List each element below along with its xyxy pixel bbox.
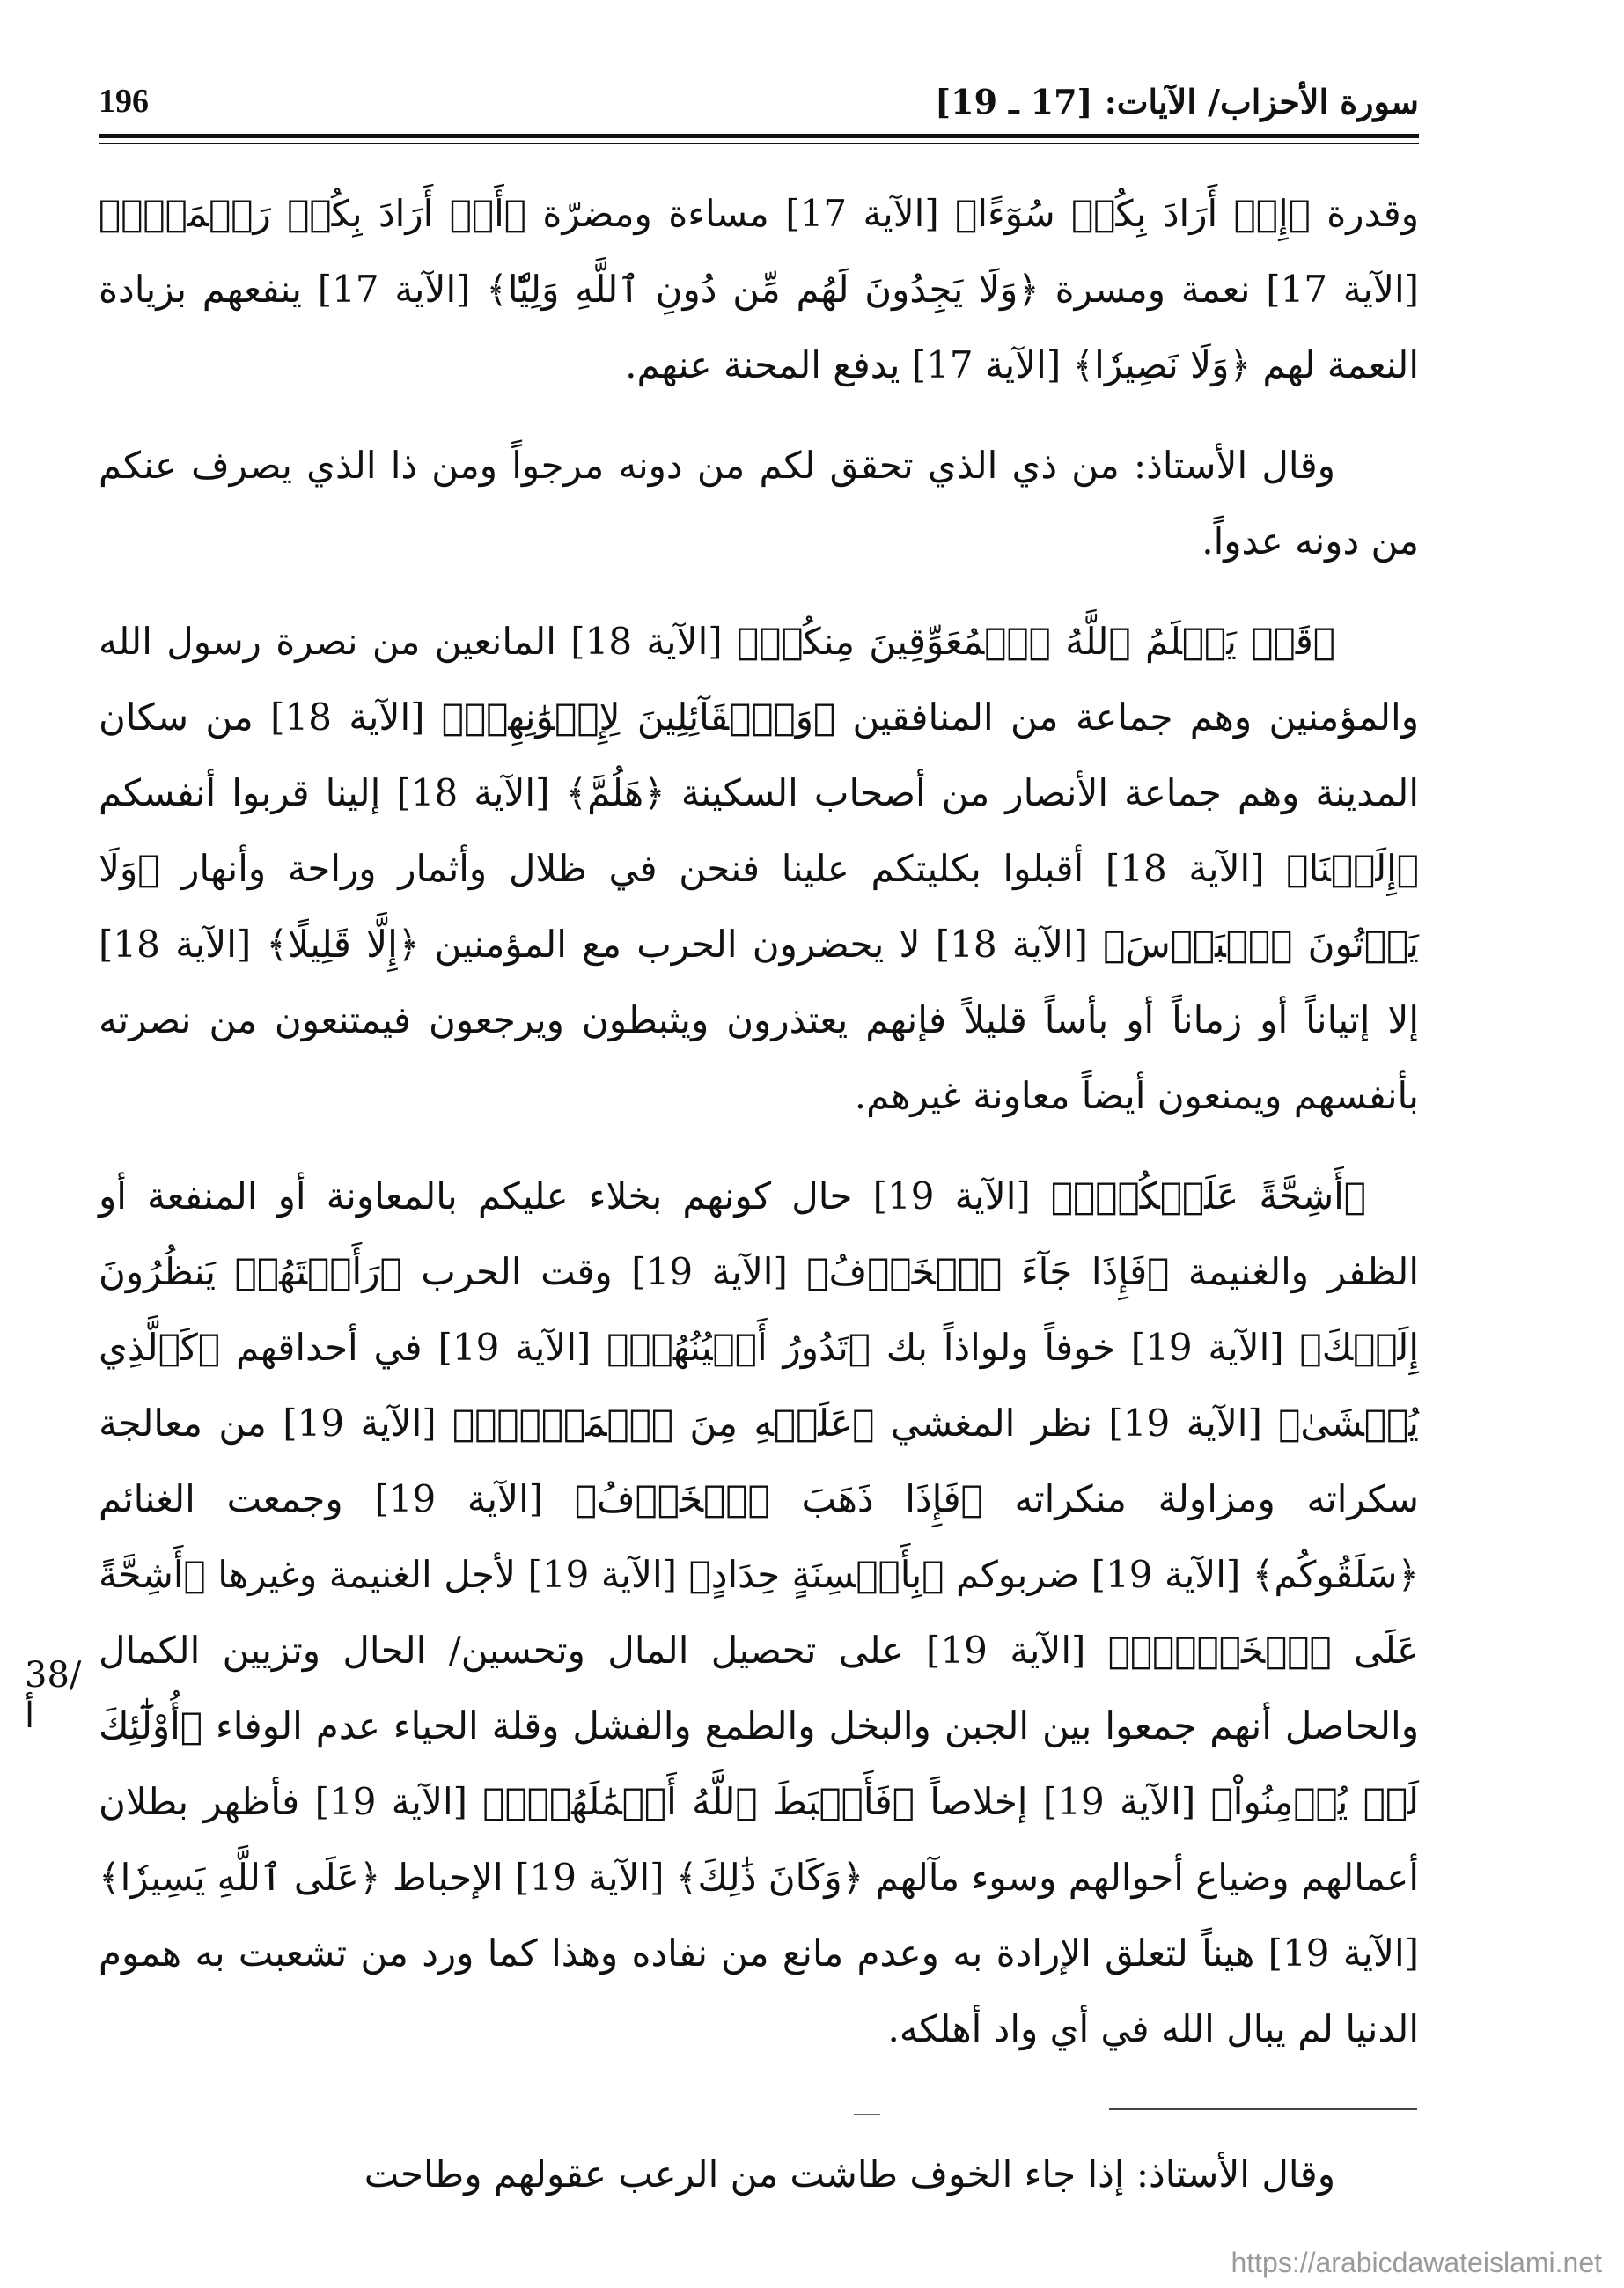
paragraph-4: ﴿أَشِحَّةً عَلَيۡكُمۡۖ﴾ [الآية 19] حال كونهم بخلاء عليكم بالمعاونة أو المنفعة أو الظفر والغنيمة ﴿فَإِذَا جَآءَ ٱلۡخَوۡفُ﴾ [الآية 19] وقت الحرب ﴿رَأَيۡتَهُمۡ يَنظُرُونَ إِلَيۡكَ﴾ [الآية 19] خوفاً ولواذاً بك ﴿تَدُورُ أَعۡيُنُهُمۡ﴾ [الآية 19] في أحداقهم ﴿كَٱلَّذِي يُغۡشَىٰ﴾ [الآية 19] نظر المغشي ﴿عَلَيۡهِ مِنَ ٱلۡمَوۡتِۖ﴾ [الآية 19] من معالجة سكراته ومزاولة منكراته ﴿فَإِذَا ذَهَبَ ٱلۡخَوۡفُ﴾ [الآية 19] وجمعت الغنائم ﴿سَلَقُوكُم﴾ [الآية 19] ضربوكم ﴿بِأَلۡسِنَةٍ حِدَادٍ﴾ [الآية 19] لأجل الغنيمة وغيرها ﴿أَشِحَّةً عَلَى ٱلۡخَيۡرِۚ﴾ [الآية 19] على تحصيل المال وتحسين/ الحال وتزيين الكمال والحاصل أنهم جمعوا بين الجبن والبخل والطمع والفشل وقلة الحياء عدم الوفاء ﴿أُوْلَٰٓئِكَ لَمۡ يُؤۡمِنُواْ﴾ [الآية 19] إخلاصاً ﴿فَأَحۡبَطَ ٱللَّهُ أَعۡمَٰلَهُمۡۚ﴾ [الآية 19] فأظهر بطلان أعمالهم وضياع أحوالهم وسوء مآلهم ﴿وَكَانَ ذَٰلِكَ﴾ [الآية 19] الإحباط ﴿عَلَى ٱللَّهِ يَسِيرٗا﴾ [الآية 19] هيناً لتعلق الإرادة به وعدم مانع من نفاده وهذا كما ورد من تشعبت به هموم الدنيا لم يبال الله في أي واد أهلكه. bbox=[99, 1174, 1420, 2050]
watermark-url: https://arabicdawateislami.net bbox=[1231, 2247, 1602, 2278]
footnote-separator-short bbox=[854, 2114, 880, 2115]
paragraph-3: ﴿قَدۡ يَعۡلَمُ ٱللَّهُ ٱلۡمُعَوِّقِينَ مِنكُمۡ﴾ [الآية 18] المانعين من نصرة رسول الله والمؤمنين وهم جماعة من المنافقين ﴿وَٱلۡقَآئِلِينَ لِإِخۡوَٰنِهِمۡ﴾ [الآية 18] من سكان المدينة وهم جماعة الأنصار من أصحاب السكينة ﴿هَلُمَّ﴾ [الآية 18] إلينا قربوا أنفسكم ﴿إِلَيۡنَا﴾ [الآية 18] أقبلوا بكليتكم علينا فنحن في ظلال وأثمار وراحة وأنهار ﴿وَلَا يَأۡتُونَ ٱلۡبَأۡسَ﴾ [الآية 18] لا يحضرون الحرب مع المؤمنين ﴿إِلَّا قَلِيلًا﴾ [الآية 18] إلا إتياناً أو زماناً أو بأساً قليلاً فإنهم يعتذرون ويثبطون ويرجعون فيمتنعون من نصرته بأنفسهم ويمنعون أيضاً معاونة غيرهم. bbox=[99, 620, 1419, 1117]
page-header bbox=[99, 70, 1419, 132]
running-title: سورة الأحزاب/ الآيات: [17 ـ 19] bbox=[935, 81, 1419, 121]
page-number: 196 bbox=[99, 83, 149, 120]
main-text bbox=[99, 176, 1419, 2092]
paragraph-2: وقال الأستاذ: من ذي الذي تحقق لكم من دونه مرجواً ومن ذا الذي يصرف عنكم من دونه عدواً. bbox=[99, 444, 1419, 563]
header-rule-thin bbox=[99, 143, 1419, 144]
footnote-text: وقال الأستاذ: إذا جاء الخوف طاشت من الرعب عقولهم وطاحت bbox=[364, 2152, 1335, 2196]
paragraph-1: وقدرة ﴿إِنۡ أَرَادَ بِكُمۡ سُوٓءًا﴾ [الآية 17] مساءة ومضرّة ﴿أَوۡ أَرَادَ بِكُمۡ رَحۡمَةٗۚ﴾ [الآية 17] نعمة ومسرة ﴿وَلَا يَجِدُونَ لَهُم مِّن دُونِ ٱللَّهِ وَلِيّٗا﴾ [الآية 17] ينفعهم بزيادة النعمة لهم ﴿وَلَا نَصِيرٗا﴾ [الآية 17] يدفع المحنة عنهم. bbox=[99, 192, 1419, 386]
manuscript-folio-note: 38/ أ bbox=[25, 1655, 82, 1736]
footnote-separator bbox=[1109, 2108, 1417, 2110]
header-rule-thick bbox=[99, 134, 1419, 138]
